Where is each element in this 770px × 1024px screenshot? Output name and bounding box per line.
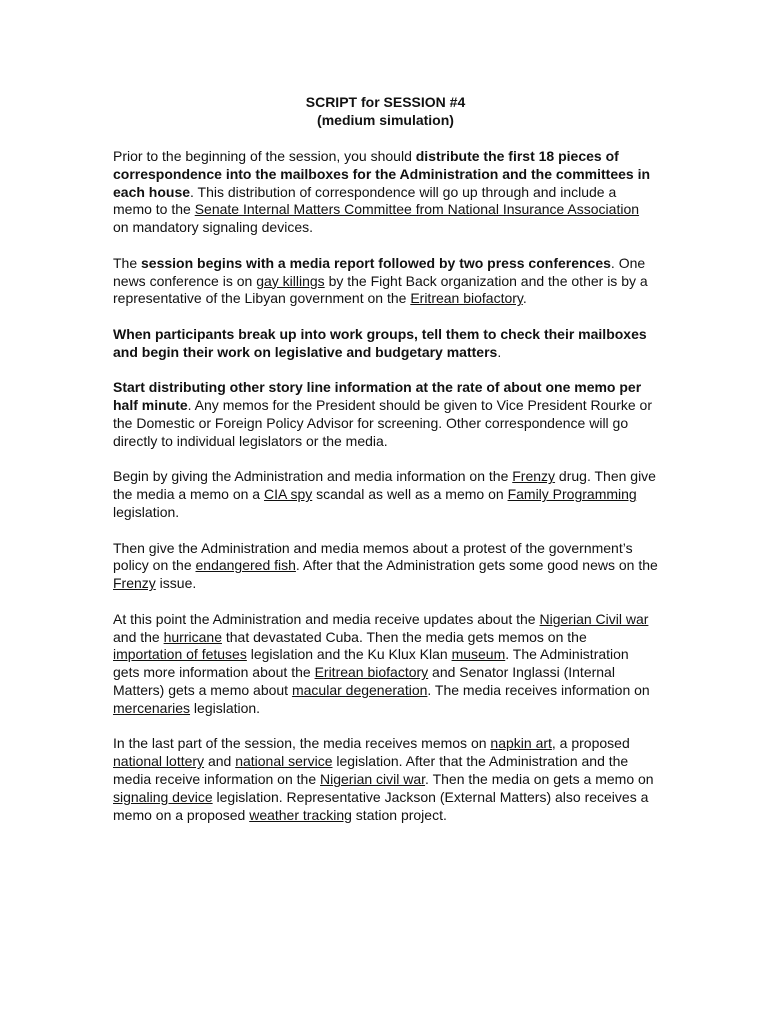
- text-run: that devastated Cuba. Then the media gets memos on the: [221, 628, 587, 645]
- text-run: Prior to the beginning of the session, you should: [113, 148, 416, 165]
- text-run: on mandatory signaling devices.: [113, 219, 314, 236]
- text-run: . The Administration gets more information about the: [113, 646, 629, 681]
- underlined-term: importation of fetuses: [113, 646, 247, 663]
- text-run: and Senator Inglassi (Internal Matters) gets a memo about: [113, 664, 615, 698]
- paragraph: [113, 611, 658, 718]
- bold-text: When participants break up into work groups, tell them to check their mailboxes and begin their work on legislative and budgetary matters: [113, 326, 647, 360]
- bold-text: distribute the first 18 pieces of correspondence into the mailboxes for the Administration and the committees in each house: [113, 148, 651, 200]
- underlined-term: hurricane: [163, 628, 222, 645]
- underlined-term: national lottery: [113, 753, 205, 770]
- text-run: .: [497, 343, 502, 360]
- text-run: The: [113, 254, 142, 271]
- text-run: and: [204, 753, 236, 770]
- text-run: scandal as well as a memo on: [312, 486, 508, 503]
- underlined-term: Nigerian Civil war: [539, 610, 649, 627]
- paragraph: [113, 735, 658, 824]
- paragraph: [113, 540, 658, 593]
- underlined-term: mercenaries: [113, 699, 191, 716]
- bold-text: Start distributing other story line information at the rate of about one memo per half minute: [113, 379, 642, 414]
- text-run: .: [522, 290, 527, 307]
- underlined-term: endangered fish: [195, 557, 296, 574]
- underlined-term: Family Programming: [507, 486, 637, 503]
- underlined-term: CIA spy: [263, 486, 313, 503]
- text-run: issue.: [155, 575, 197, 592]
- text-run: . The media receives information on: [427, 682, 650, 698]
- underlined-term: weather tracking: [249, 806, 352, 823]
- text-run: . Any memos for the President should be given to Vice President Rourke or the Domestic or Foreign Policy Advisor for screening. Other correspondence will go directly to individual legislators or the media.: [113, 397, 652, 449]
- document-page: [113, 94, 658, 842]
- text-run: station project.: [351, 806, 447, 823]
- document-subtitle: (medium simulation): [317, 111, 454, 128]
- underlined-term: Frenzy: [113, 575, 156, 592]
- text-run: Begin by giving the Administration and media information on the: [113, 468, 513, 485]
- text-run: At this point the Administration and media receive updates about the: [113, 610, 540, 627]
- text-run: legislation. After that the Administration and the media receive information on the: [113, 753, 629, 787]
- title-block: [113, 94, 658, 130]
- text-run: legislation.: [113, 504, 180, 521]
- text-run: drug. Then give the media a memo on a: [113, 468, 656, 503]
- paragraph: [113, 468, 658, 521]
- underlined-term: national service: [235, 753, 333, 770]
- paragraph: [113, 379, 658, 450]
- text-run: and the: [113, 628, 164, 645]
- underlined-term: Frenzy: [512, 468, 556, 485]
- underlined-term: Eritrean biofactory: [410, 290, 523, 307]
- underlined-term: napkin art: [490, 735, 552, 752]
- underlined-term: Senate Internal Matters Committee from National Insurance Association: [194, 201, 640, 218]
- text-run: . One news conference is on: [113, 254, 646, 289]
- text-run: legislation. Representative Jackson (External Matters) also receives a memo on a proposed: [113, 788, 649, 823]
- underlined-term: Eritrean biofactory: [314, 664, 429, 681]
- text-run: , a proposed: [551, 735, 630, 752]
- underlined-term: gay killings: [256, 272, 325, 289]
- text-run: legislation.: [190, 699, 261, 716]
- document-body: [113, 148, 658, 824]
- paragraph: [113, 148, 658, 237]
- underlined-term: signaling device: [113, 788, 213, 805]
- underlined-term: macular degeneration: [291, 682, 428, 698]
- document-title: SCRIPT for SESSION #4: [305, 94, 466, 110]
- bold-text: session begins with a media report followed by two press conferences: [141, 254, 611, 271]
- paragraph: [113, 326, 658, 362]
- paragraph: [113, 255, 658, 308]
- underlined-term: museum: [451, 646, 506, 663]
- underlined-term: Nigerian civil war: [320, 770, 426, 787]
- text-run: legislation and the Ku Klux Klan: [246, 646, 452, 663]
- text-run: by the Fight Back organization and the other is by a representative of the Libyan government on the: [113, 272, 648, 307]
- text-run: Then give the Administration and media memos about a protest of the government’s policy on the: [113, 539, 633, 574]
- text-run: . Then the media on gets a memo on: [425, 770, 654, 787]
- text-run: In the last part of the session, the media receives memos on: [113, 735, 491, 752]
- text-run: . After that the Administration gets some good news on the: [295, 557, 658, 574]
- text-run: . This distribution of correspondence will go up through and include a memo to the: [113, 183, 617, 218]
